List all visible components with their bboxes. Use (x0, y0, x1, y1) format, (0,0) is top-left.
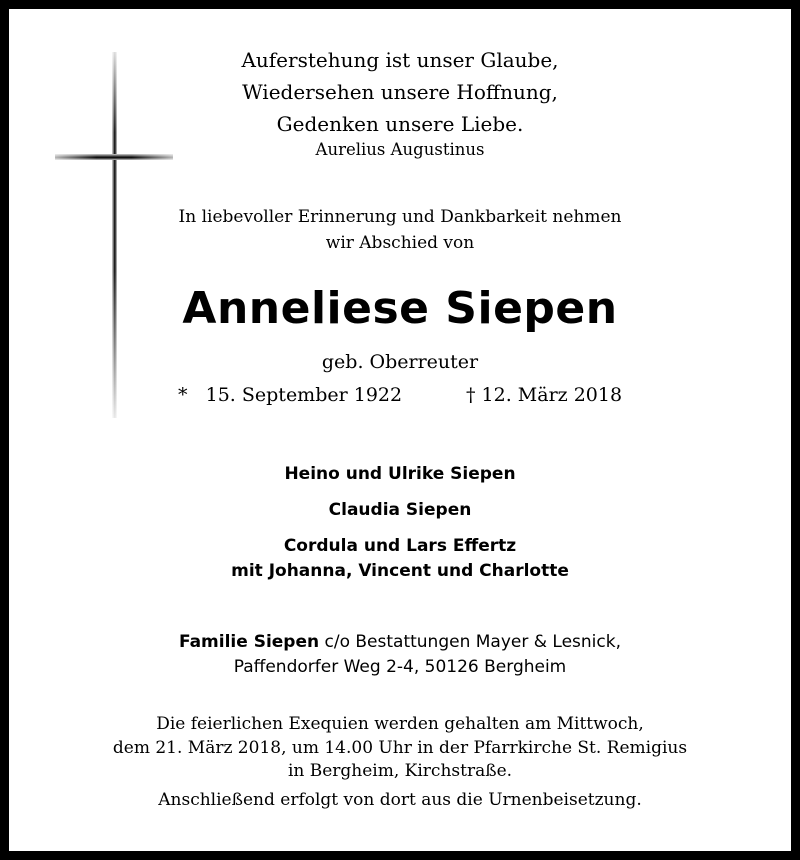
birth-symbol: * (178, 384, 188, 406)
maiden-name: geb. Oberreuter (321, 351, 479, 373)
service-line-4: Anschließend erfolgt von dort aus die Urnenbeisetzung. (158, 790, 642, 810)
death-date-text: 12. März 2018 (481, 384, 623, 406)
mourner-line-4: mit Johanna, Vincent und Charlotte (231, 561, 569, 581)
mourner-line-1: Heino und Ulrike Siepen (284, 464, 516, 484)
quote-line-2: Wiedersehen unsere Hoffnung, (242, 80, 558, 104)
quote-author: Aurelius Augustinus (315, 140, 485, 159)
quote-line-1: Auferstehung ist unser Glaube, (241, 48, 559, 72)
mourner-line-2: Claudia Siepen (328, 500, 472, 520)
service-line-2: dem 21. März 2018, um 14.00 Uhr in der Pfarrkirche St. Remigius (112, 738, 688, 758)
deceased-name: Anneliese Siepen (182, 283, 618, 334)
intro-line-2: wir Abschied von (325, 233, 475, 253)
mourner-line-3: Cordula und Lars Effertz (283, 536, 517, 556)
contact-line-1 (0, 632, 800, 652)
contact-family: Familie Siepen (178, 632, 320, 652)
death-date (466, 384, 622, 406)
contact-care-of: c/o Bestattungen Mayer & Lesnick, (324, 632, 622, 652)
birth-date-text: 15. September 1922 (205, 384, 403, 406)
intro-line-1: In liebevoller Erinnerung und Dankbarkeit nehmen (178, 207, 622, 227)
contact-address: Paffendorfer Weg 2-4, 50126 Bergheim (233, 657, 567, 677)
death-cross-icon: † (466, 384, 476, 406)
service-line-1: Die feierlichen Exequien werden gehalten am Mittwoch, (156, 714, 644, 734)
quote-line-3: Gedenken unsere Liebe. (276, 112, 524, 136)
birth-date (178, 384, 402, 406)
service-line-3: in Bergheim, Kirchstraße. (287, 761, 513, 781)
